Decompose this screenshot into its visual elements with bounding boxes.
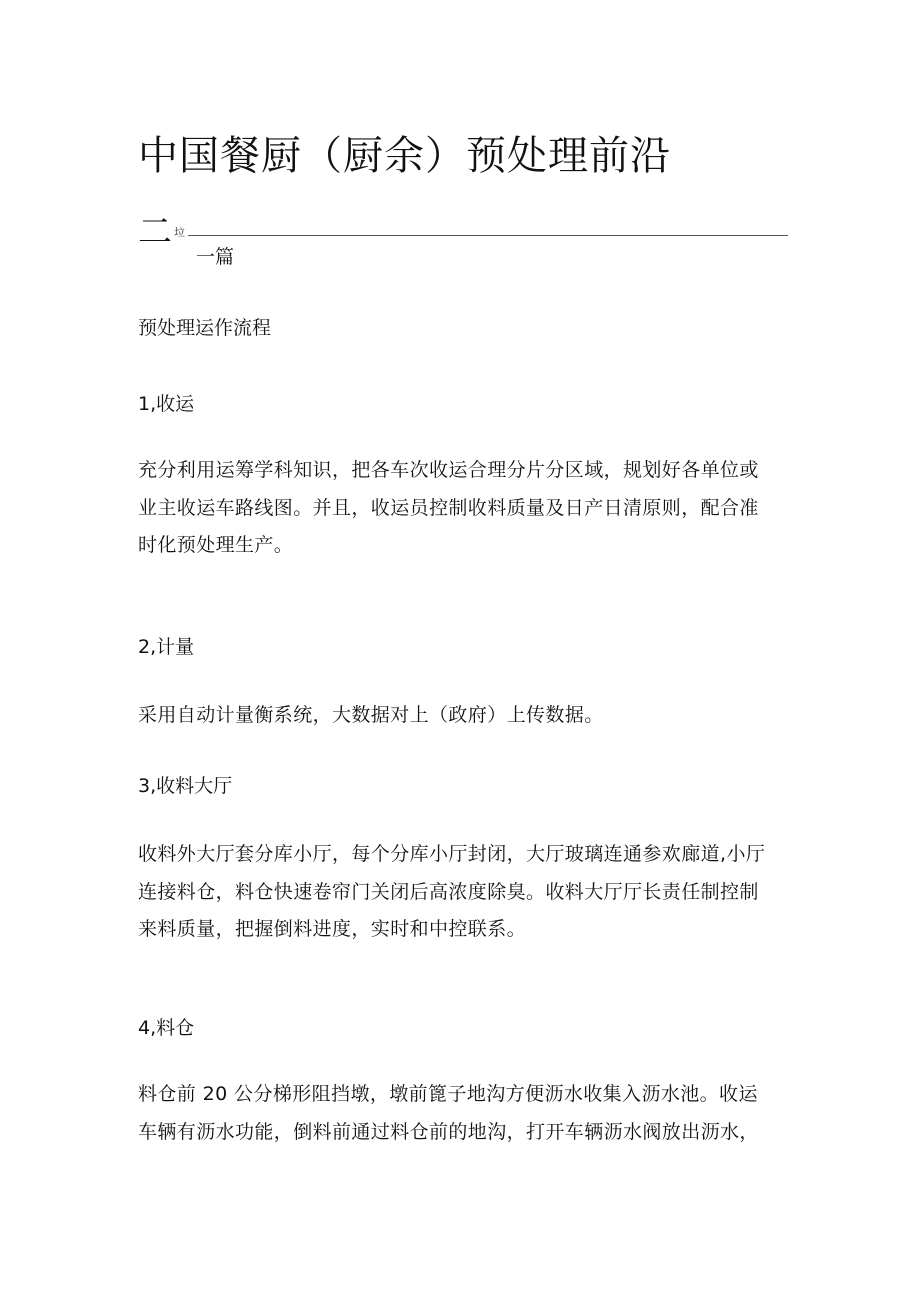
paragraph-line: 料仓前 20 公分梯形阻挡墩，墩前篦子地沟方便沥水收集入沥水池。收运 xyxy=(138,1083,758,1105)
section-paragraph xyxy=(138,452,790,565)
paragraph-line: 车辆有沥水功能，倒料前通过料仓前的地沟，打开车辆沥水阀放出沥水， xyxy=(138,1120,759,1143)
chapter-divider xyxy=(188,235,788,236)
document-title: 中国餐厨（厨余）预处理前沿 xyxy=(138,133,671,179)
section-paragraph xyxy=(138,1076,790,1151)
section-heading: 3,收料大厅 xyxy=(138,775,233,797)
paragraph-line: 收料外大厅套分库小厅，每个分库小厅封闭，大厅玻璃连通参欢廊道,小厅 xyxy=(138,843,766,865)
chapter-marker xyxy=(138,212,790,272)
paragraph-line: 连接料仓，料仓快速卷帘门关闭后高浓度除臭。收料大厅厅长责任制控制 xyxy=(138,880,759,903)
section-paragraph xyxy=(138,697,790,735)
section-heading: 4,料仓 xyxy=(138,1017,195,1039)
paragraph-line: 时化预处理生产。 xyxy=(138,534,294,556)
section-heading: 1,收运 xyxy=(138,393,195,415)
paragraph-line: 来料质量，把握倒料进度，实时和中控联系。 xyxy=(138,918,527,940)
paragraph-line: 采用自动计量衡系统，大数据对上（政府）上传数据。 xyxy=(138,704,604,726)
chapter-label: 一篇 xyxy=(196,246,235,268)
paragraph-line: 业主收运车路线图。并且，收运员控制收料质量及日产日清原则，配合准 xyxy=(138,496,759,519)
section-heading: 2,计量 xyxy=(138,636,195,658)
chapter-small-mark: 垃 xyxy=(174,226,185,239)
subtitle-heading: 预处理运作流程 xyxy=(138,317,272,339)
chapter-number: 二 xyxy=(138,212,172,252)
paragraph-line: 充分利用运筹学科知识，把各车次收运合理分片分区域，规划好各单位或 xyxy=(138,459,759,481)
section-paragraph xyxy=(138,836,790,949)
